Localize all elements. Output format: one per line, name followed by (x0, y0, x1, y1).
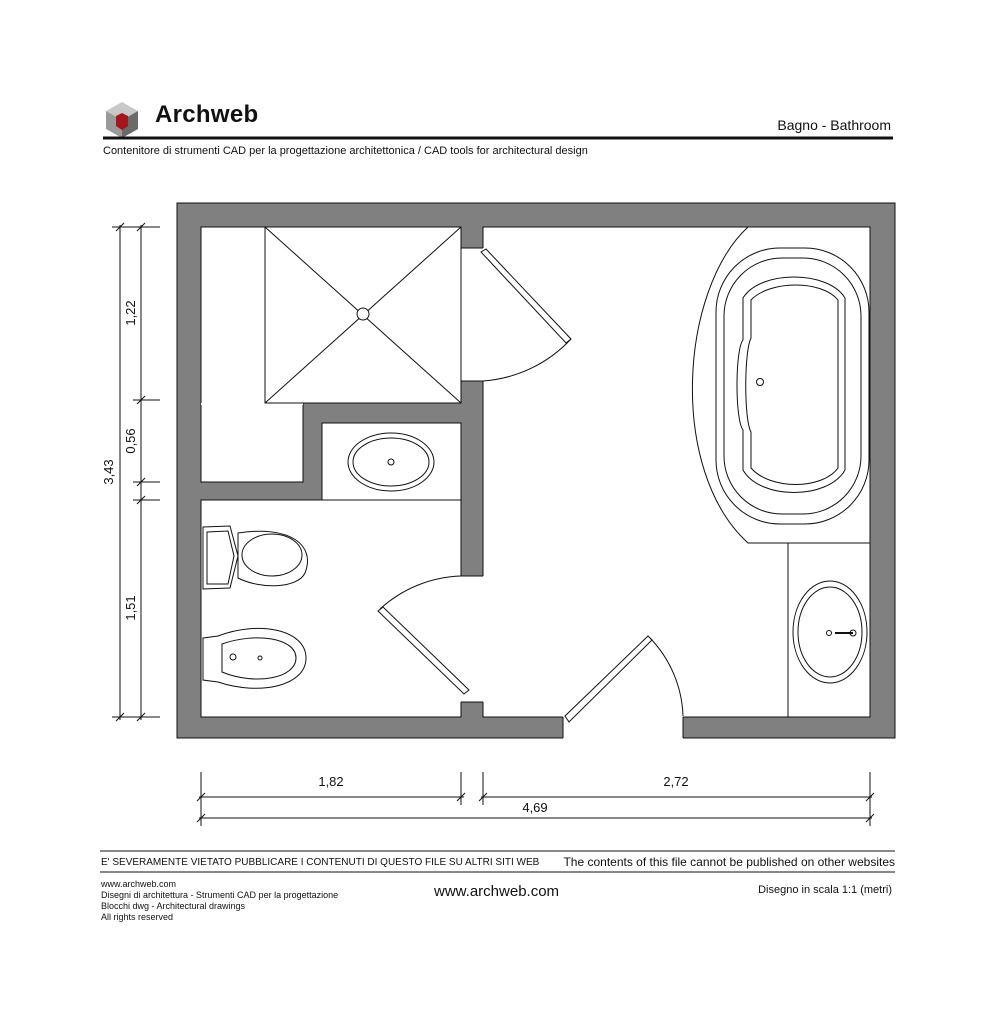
scale-note: Disegno in scala 1:1 (metri) (758, 884, 892, 896)
vanity-washbasin (788, 543, 867, 717)
dim-shower: 1,22 (123, 300, 138, 326)
footer-line: All rights reserved (101, 912, 174, 922)
warning-italian: E' SEVERAMENTE VIETATO PUBBLICARE I CONTENUTI DI QUESTO FILE SU ALTRI SITI WEB (101, 857, 540, 868)
footer-line: www.archweb.com (101, 879, 177, 889)
website-link[interactable]: www.archweb.com (434, 883, 560, 900)
dim-middle: 0,56 (123, 428, 138, 454)
entry-door (565, 636, 683, 722)
shower-door (481, 249, 571, 381)
bathtub (692, 227, 870, 543)
door-opening-shower (460, 248, 484, 381)
footer-line: Disegni di architettura - Strumenti CAD per la progettazione (101, 890, 339, 900)
toilet (203, 526, 307, 589)
drawing-subtitle: Contenitore di strumenti CAD per la progettazione architettonica / CAD tools for architectural design (103, 145, 588, 157)
bidet (203, 628, 306, 688)
dim-total-width: 4,69 (522, 800, 548, 815)
dim-wc-zone: 1,51 (123, 595, 138, 621)
drawing-title: Bagno - Bathroom (777, 117, 891, 133)
shower-tray (265, 227, 461, 403)
footer-line: Blocchi dwg - Architectural drawings (101, 901, 246, 911)
door-opening-main (563, 716, 683, 739)
dim-left-width: 1,82 (318, 774, 344, 789)
dim-right-width: 2,72 (663, 774, 689, 789)
washbasin-small (348, 433, 434, 491)
warning-english: The contents of this file cannot be published on other websites (563, 855, 895, 869)
wc-door (378, 576, 469, 694)
door-opening-wc (460, 576, 484, 702)
horizontal-dimensions (197, 772, 874, 826)
vertical-dimensions (112, 223, 160, 721)
brand-name: Archweb (155, 101, 259, 128)
dim-total-height: 3,43 (101, 459, 116, 485)
